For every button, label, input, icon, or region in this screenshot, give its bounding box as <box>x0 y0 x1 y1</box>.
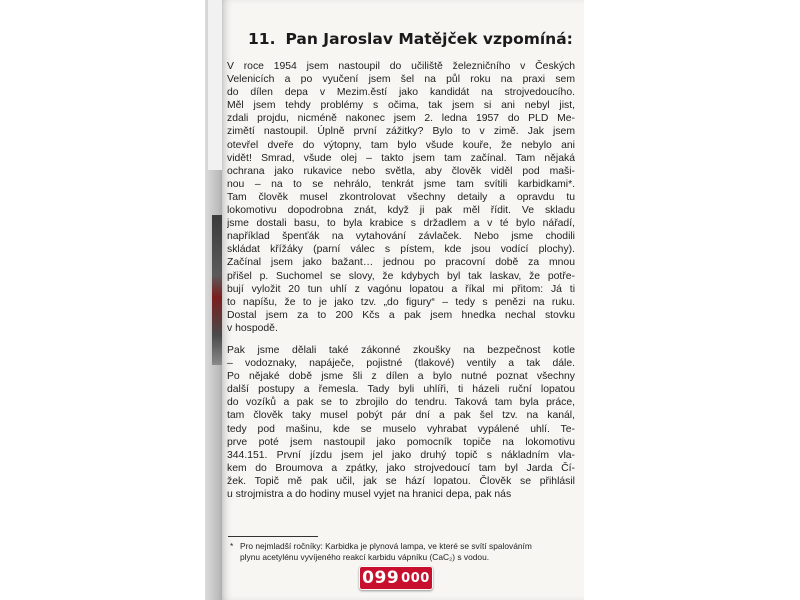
text-line: například špenťák na vytahování závlaček. Nebo jsme chodili <box>227 231 575 243</box>
text-line: další postupy a řemesla. Tady byli uhlíři, ti házeli ruční lopatou <box>227 384 575 396</box>
text-line: Pak jsme dělali také zákonné zkoušky na bezpečnost kotle <box>227 344 575 356</box>
chapter-title: Pan Jaroslav Matějček vzpomíná: <box>285 30 573 48</box>
text-line: Dostal jsem za to 200 Kčs a pak jsem hnedka nechal stovku <box>227 309 575 321</box>
text-line: to napíšu, že to je jako tzv. „do figury“ – tedy s penězi na ruku. <box>227 296 575 308</box>
footnote-mark: * <box>230 541 234 551</box>
text-line: 344.151. První jízdu jsem jel jako druhý topič s nákladním vla- <box>227 449 575 461</box>
text-line: bují vyložit 20 tun uhlí z vagónu lopatou a říkal mi přitom: Já ti <box>227 283 575 295</box>
text-line: lokomotivu dopodrobna znát, když ji pak měl řídit. Ve skladu <box>227 205 575 217</box>
text-line: u strojmistra a do hodiny musel vyjet na hranici depa, pak nás <box>227 489 512 500</box>
footnote-line-1: * Pro nejmladší ročníky: Karbidka je plynová lampa, ve které se svítí spalováním <box>230 541 532 551</box>
text-line: kem do Broumova a zpátky, jako strojvedoucí tam byl Jarda Čí- <box>227 462 575 474</box>
paragraph-1 <box>227 60 575 335</box>
footnote <box>230 541 575 562</box>
text-line: V roce 1954 jsem nastoupil do učiliště železničního v Českých <box>227 61 575 72</box>
badge-number-main: 099 <box>362 568 400 588</box>
chapter-number: 11. <box>248 30 276 48</box>
background <box>584 0 800 600</box>
footnote-line-2: plynu acetylénu vyvíjeného reakcí karbidu vápníku (CaC₂) s vodou. <box>240 551 490 562</box>
chapter-heading <box>248 30 578 48</box>
text-line: jsme dostali basu, to byla krabice s držadlem a v té bylo nářadí, <box>227 218 575 230</box>
text-line: Po nějaké době jsme šli z dílen a bylo nutné poznat všechny <box>227 371 575 383</box>
previous-page-edge <box>208 0 222 170</box>
paragraph-2 <box>227 344 575 501</box>
text-line: Začínal jsem jako bažant… jednou po pracovní době za mnou <box>227 257 575 269</box>
text-line: do vozíků a pak se to zbrojilo do tendru. Taková tam byla práce, <box>227 397 575 409</box>
text-line: tedy pod mašinu, kde se muselo vyhrabat vypálené uhlí. Te- <box>227 423 575 435</box>
text-line: Velenicích a po vyučení jsem šel na půl roku na praxi sem <box>227 74 575 86</box>
badge-number-suffix: 000 <box>401 570 430 586</box>
text-line: – vodoznaky, napáječe, pojistné (tlakové) ventily a tak dále. <box>227 358 575 370</box>
text-line: v hospodě. <box>227 322 278 334</box>
text-line: Tam člověk musel zkontrolovat všechny detaily a opravdu tu <box>227 191 575 203</box>
page-body <box>227 60 575 501</box>
text-line: žek. Topič mě pak učil, jak se hází lopatou. Člověk se přihlásil <box>227 475 575 487</box>
text-line: prve poté jsem nastoupil jako pomocník topiče na lokomotivu <box>227 436 575 448</box>
text-line: vidět! Smrad, všude olej – takto jsem tam začínal. Tam nějaká <box>227 152 575 164</box>
text-line: přišel p. Suchomel se slovy, že kdybych byl tak laskav, že potře- <box>227 270 575 282</box>
text-line: zimětí nastoupil. Úplně první zážitky? Bylo to v zimě. Jak jsem <box>227 126 575 138</box>
page-number-badge <box>359 566 433 590</box>
text-line: skládat křížáky (parní válec s pístem, kde jsou vodící plochy). <box>227 244 575 256</box>
text-line: zdali projdu, nicméně nakonec jsem 2. ledna 1957 do PLD Me- <box>227 113 575 125</box>
text-line: otevřel dveře do výtopny, tam bylo všude kouře, že nebylo ani <box>227 139 575 151</box>
text-line: tam člověk taky musel pobýt pár dní a pak šel tzv. na kanál, <box>227 410 575 422</box>
footnote-divider <box>228 536 318 537</box>
text-line: ochrana jako rukavice nebo světla, aby člověk viděl pod maši- <box>227 165 575 177</box>
text-line: nou – na to se nehrálo, tenkrát jsme tam svítili karbidkami*. <box>227 178 575 190</box>
text-line: Měl jsem tehdy problémy s očima, tak jsem si ani nebyl jist, <box>227 100 575 112</box>
text-line: do dílen depa v Mezim.ěstí jako kandidát na strojvedoucího. <box>227 87 575 99</box>
